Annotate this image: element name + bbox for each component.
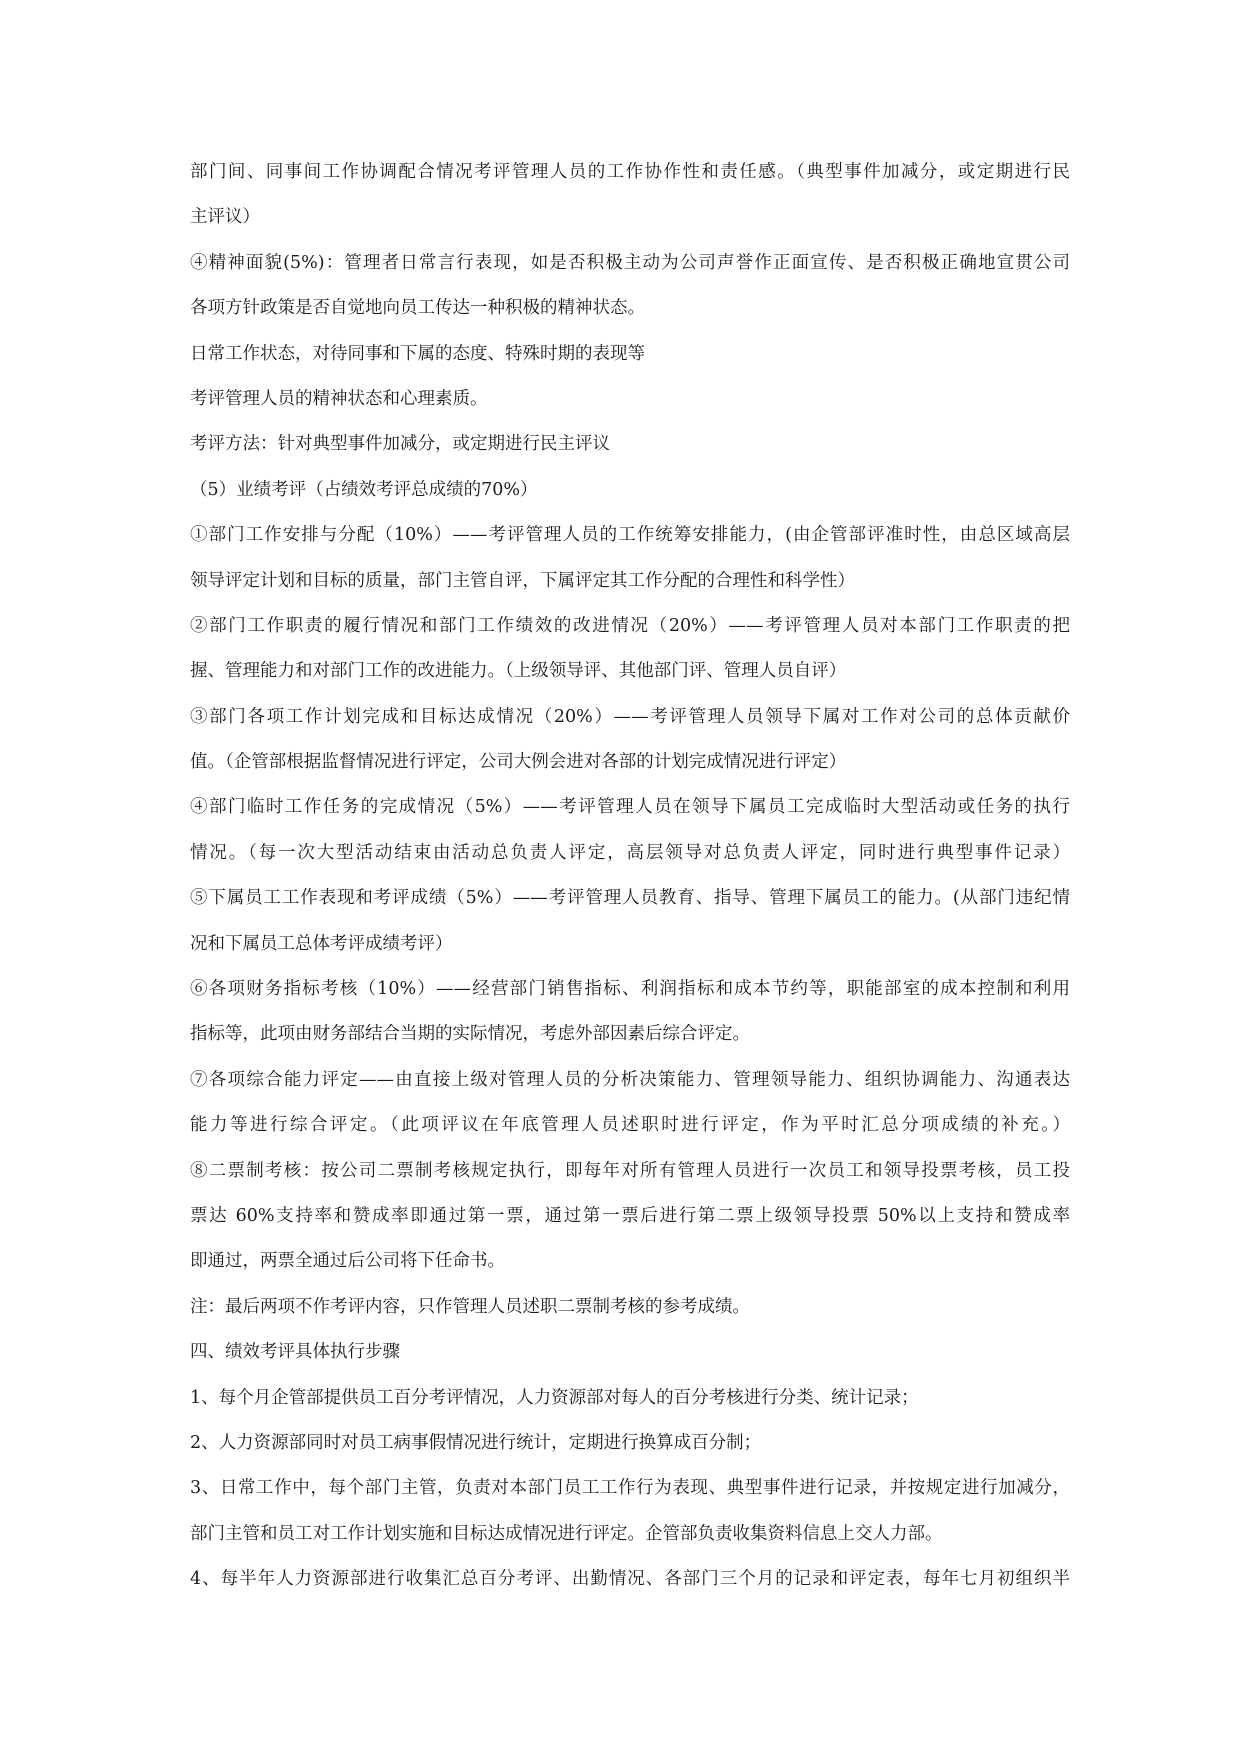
text-line: ⑧二票制考核：按公司二票制考核规定执行，即每年对所有管理人员进行一次员工和领导投票考核，员工投 (190, 1160, 1070, 1181)
text-line: ①部门工作安排与分配（10%）——考评管理人员的工作统筹安排能力，(由企管部评准时性，由总区域高层 (190, 525, 1070, 546)
text-line: 能力等进行综合评定。（此项评议在年底管理人员述职时进行评定，作为平时汇总分项成绩的补充。） (190, 1115, 1070, 1136)
text-line: 各项方针政策是否自觉地向员工传达一种积极的精神状态。 (190, 298, 645, 319)
text-line: ③部门各项工作计划完成和目标达成情况（20%）——考评管理人员领导下属对工作对公司的总体贡献价 (190, 706, 1070, 727)
text-line: 部门主管和员工对工作计划实施和目标达成情况进行评定。企管部负责收集资料信息上交人力部。 (190, 1523, 943, 1544)
text-line: 情况。（每一次大型活动结束由活动总负责人评定，高层领导对总负责人评定，同时进行典型事件记录） (190, 842, 1070, 863)
text-line: 即通过，两票全通过后公司将下任命书。 (190, 1251, 505, 1272)
text-line: 考评方法：针对典型事件加减分，或定期进行民主评议 (190, 434, 610, 455)
text-line: 注：最后两项不作考评内容，只作管理人员述职二票制考核的参考成绩。 (190, 1296, 750, 1317)
text-line: 指标等，此项由财务部结合当期的实际情况，考虑外部因素后综合评定。 (190, 1024, 750, 1045)
document-body (190, 150, 1070, 1603)
text-line: （5）业绩考评（占绩效考评总成绩的70%） (190, 479, 538, 500)
text-line: 4、每半年人力资源部进行收集汇总百分考评、出勤情况、各部门三个月的记录和评定表，每年七月初组织半 (190, 1569, 1070, 1590)
text-line: 主评议） (190, 207, 260, 228)
text-line: 日常工作状态，对待同事和下属的态度、特殊时期的表现等 (190, 343, 645, 364)
text-line: ④部门临时工作任务的完成情况（5%）——考评管理人员在领导下属员工完成临时大型活动或任务的执行 (190, 797, 1070, 818)
text-line: ⑦各项综合能力评定——由直接上级对管理人员的分析决策能力、管理领导能力、组织协调能力、沟通表达 (190, 1069, 1070, 1090)
text-line: 部门间、同事间工作协调配合情况考评管理人员的工作协作性和责任感。（典型事件加减分，或定期进行民 (190, 162, 1070, 182)
text-line: 考评管理人员的精神状态和心理素质。 (190, 388, 488, 409)
text-line: 况和下属员工总体考评成绩考评） (190, 933, 453, 954)
text-line: 握、管理能力和对部门工作的改进能力。（上级领导评、其他部门评、管理人员自评） (190, 661, 847, 682)
text-line: ⑥各项财务指标考核（10%）——经营部门销售指标、利润指标和成本节约等，职能部室的成本控制和利用 (190, 979, 1070, 1000)
text-line: 四、绩效考评具体执行步骤 (190, 1342, 400, 1363)
text-line: 3、日常工作中，每个部门主管，负责对本部门员工工作行为表现、典型事件进行记录，并按规定进行加减分， (190, 1478, 1070, 1499)
text-line: ④精神面貌(5%)：管理者日常言行表现，如是否积极主动为公司声誉作正面宣传、是否积极正确地宣贯公司 (190, 252, 1070, 273)
text-line: ②部门工作职责的履行情况和部门工作绩效的改进情况（20%）——考评管理人员对本部门工作职责的把 (190, 615, 1070, 636)
text-line: 票达 60%支持率和赞成率即通过第一票，通过第一票后进行第二票上级领导投票 50%以上支持和赞成率 (190, 1205, 1070, 1226)
text-line: ⑤下属员工工作表现和考评成绩（5%）——考评管理人员教育、指导、管理下属员工的能力。(从部门违纪情 (190, 888, 1070, 909)
text-line: 2、人力资源部同时对员工病事假情况进行统计，定期进行换算成百分制； (190, 1432, 762, 1453)
text-line: 值。（企管部根据监督情况进行评定，公司大例会进对各部的计划完成情况进行评定） (190, 752, 847, 773)
text-line: 领导评定计划和目标的质量，部门主管自评，下属评定其工作分配的合理性和科学性） (190, 570, 855, 591)
text-line: 1、每个月企管部提供员工百分考评情况，人力资源部对每人的百分考核进行分类、统计记录； (190, 1387, 919, 1408)
